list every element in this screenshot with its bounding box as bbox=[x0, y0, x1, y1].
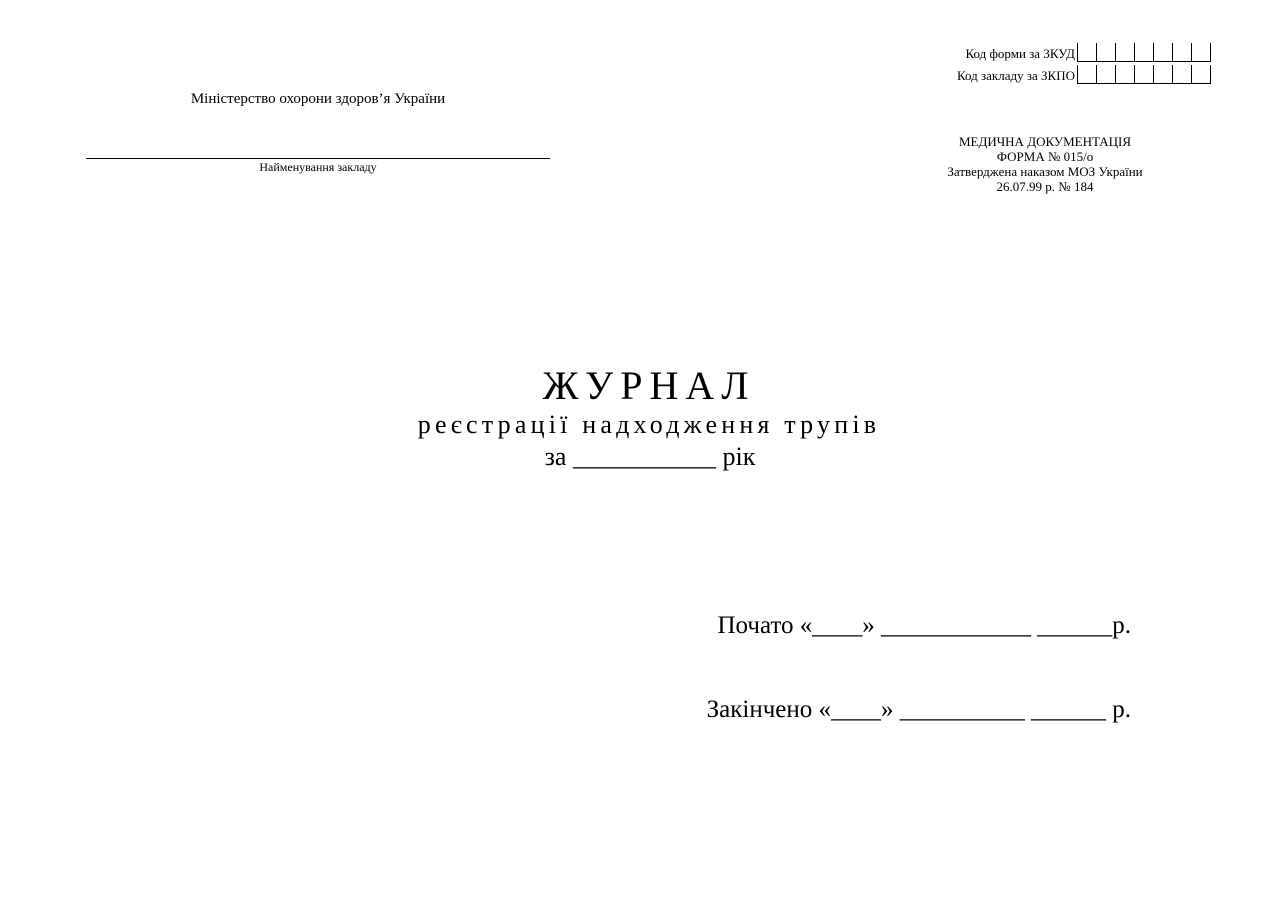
code-cell[interactable] bbox=[1135, 43, 1154, 61]
institution-name-field[interactable] bbox=[86, 158, 550, 159]
ministry-name: Міністерство охорони здоров’я України bbox=[190, 91, 446, 107]
form-code-cells[interactable] bbox=[1077, 43, 1211, 62]
code-cell[interactable] bbox=[1192, 65, 1211, 83]
code-cell[interactable] bbox=[1116, 65, 1135, 83]
institution-caption: Найменування закладу bbox=[259, 160, 377, 174]
code-cell[interactable] bbox=[1135, 65, 1154, 83]
code-cell[interactable] bbox=[1154, 65, 1173, 83]
started-date-field[interactable]: Почато «____» ____________ ______р. bbox=[717, 612, 1131, 639]
code-cell[interactable] bbox=[1078, 43, 1097, 61]
med-doc-line-4: 26.07.99 р. № 184 bbox=[996, 179, 1094, 194]
code-cell[interactable] bbox=[1173, 43, 1192, 61]
form-code-label: Код форми за ЗКУД bbox=[965, 46, 1075, 61]
institution-code-cells[interactable] bbox=[1077, 65, 1211, 84]
code-cell[interactable] bbox=[1173, 65, 1192, 83]
journal-subtitle: реєстрації надходження трупів bbox=[417, 410, 881, 439]
medical-documentation-block bbox=[905, 134, 1185, 194]
code-cell[interactable] bbox=[1116, 43, 1135, 61]
code-cell[interactable] bbox=[1097, 65, 1116, 83]
journal-title: ЖУРНАЛ bbox=[542, 363, 756, 408]
med-doc-line-2: ФОРМА № 015/о bbox=[996, 149, 1094, 164]
med-doc-line-3: Затверджена наказом МОЗ України bbox=[947, 164, 1143, 179]
form-code-row bbox=[965, 42, 1211, 62]
code-cell[interactable] bbox=[1097, 43, 1116, 61]
code-cell[interactable] bbox=[1192, 43, 1211, 61]
code-cell[interactable] bbox=[1154, 43, 1173, 61]
med-doc-line-1: МЕДИЧНА ДОКУМЕНТАЦІЯ bbox=[958, 134, 1132, 149]
institution-code-label: Код закладу за ЗКПО bbox=[957, 68, 1075, 83]
year-field[interactable]: за ___________ рік bbox=[544, 442, 756, 471]
code-cell[interactable] bbox=[1078, 65, 1097, 83]
institution-code-row bbox=[957, 64, 1211, 84]
finished-date-field[interactable]: Закінчено «____» __________ ______ р. bbox=[706, 696, 1131, 723]
